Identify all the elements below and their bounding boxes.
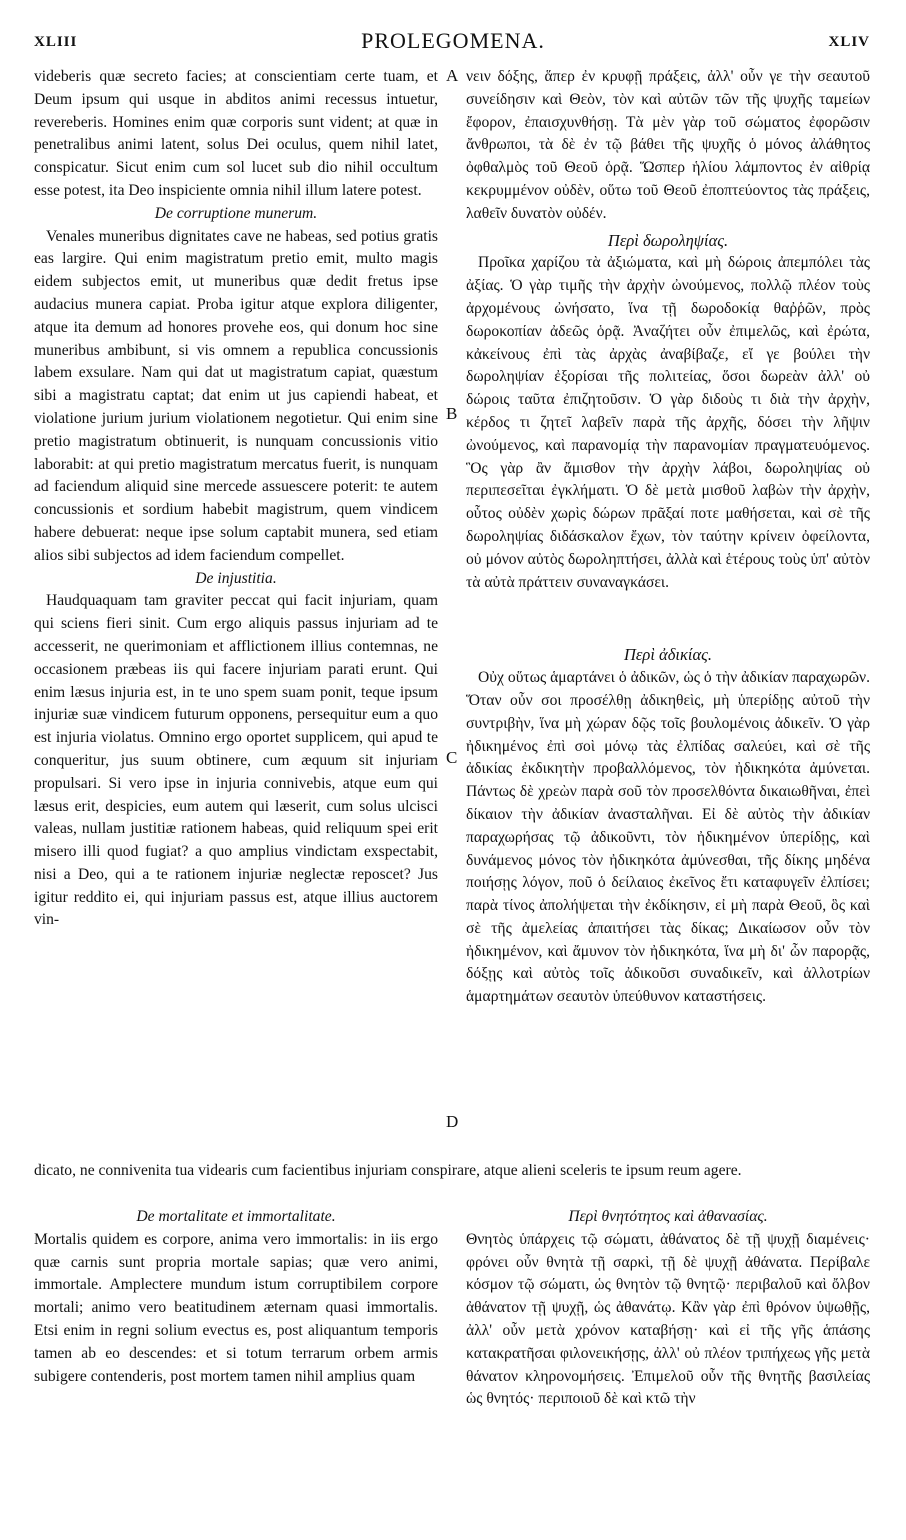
margin-letter-d: D — [446, 1112, 459, 1131]
greek-column-lower — [466, 1206, 870, 1411]
greek-paragraph-4: Θνητὸς ὑπάρχεις τῷ σώματι, ἀθάνατος δὲ τῇ ψυχῇ διαμένεις· φρόνει οὖν θνητὰ τῇ σαρκὶ, τῇ δὲ ψυχῇ ἀθάνατα. Περίβαλε κόσμον τῷ σώματι, ὡς θνητὸν τῷ θνητῷ· περιβαλοῦ καὶ ὄλβον ἀθάνατον τῇ ψυχῇ, ὡς ἀθανάτῳ. Κἂν γὰρ ἐπὶ θρόνον ὑψωθῇς, ἀλλ' οὖν μετὰ χρόνον καταβήσῃ· καὶ εἰ τῆς γῆς ἁπάσης κατακρατῆσαι φιλονεικήσῃς, ἀλλ' οὐ πλέον τριπήχεως γῆς μετὰ θάνατον κληρονομήσεις. Ἐπιμελοῦ οὖν τῆς θνητῆς βασιλείας ὡς θνητός· περιποιοῦ δὲ καὶ κτῶ τὴν — [466, 1230, 870, 1408]
latin-paragraph-1: videberis quæ secreto facies; at conscientiam certe tuam, et Deum ipsum qui usque in abditos animi recessus intuetur, revereberis. Homines enim quæ corporis sunt vident; at quæ in penetralibus animi latent, solus Dei oculus, quem nihil latet, conspicatur. Sicut enim cum sol lucet sub dio nihil occultum esse potest, ita Deo inspiciente omnia nihil illum latere potest. — [34, 68, 438, 199]
latin-continuation-full-width: dicato, ne connivenita tua videaris cum facientibus injuriam conspirare, atque alieni sceleris te ipsum reum agere. — [34, 1162, 742, 1179]
latin-heading-injustice: De injustitia. — [195, 569, 277, 587]
margin-letter-a: A — [446, 66, 459, 85]
greek-column — [466, 66, 870, 1009]
page-number-right: XLIV — [828, 34, 870, 50]
greek-heading-injustice: Περὶ ἀδικίας. — [624, 645, 712, 665]
greek-paragraph-1: νειν δόξης, ἅπερ ἐν κρυφῇ πράξεις, ἀλλ' οὖν γε τὴν σεαυτοῦ συνείδησιν καὶ Θεὸν, τὸν καὶ αὐτῶν τῶν τῆς ψυχῆς ταμείων ἔφορον, ἐπαισχυνθήσῃ. Τὰ μὲν γὰρ τοῦ σώματος ἐφορῶσιν ἄνθρωποι, τὰ δὲ ἐν τῷ βάθει τῆς ψυχῆς ὁ μόνος ἀλάθητος ὀφθαλμὸς τοῦ Θεοῦ ὁρᾷ. Ὥσπερ ἡλίου λάμποντος ἐν αἰθρίᾳ κεκρυμμένον οὐδὲν, οὕτω τοῦ Θεοῦ ἐποπτεύοντος τὰς πράξεις, λαθεῖν δυνατὸν οὐδέν. — [466, 68, 870, 222]
latin-column — [34, 66, 438, 932]
greek-paragraph-3: Οὐχ οὕτως ἁμαρτάνει ὁ ἀδικῶν, ὡς ὁ τὴν ἀδικίαν παραχωρῶν. Ὅταν οὖν σοι προσέλθῃ ἀδικηθεὶς, μὴ ὑπερίδῃς αὐτοῦ τὴν συντριβὴν, ἵνα μὴ χώραν δῷς τοῖς βουλομένοις ἀδικεῖν. Ὁ γὰρ ἠδικημένος ἐπὶ σοὶ μόνῳ τὰς ἐλπίδας σαλεύει, καὶ σὲ τῆς ἀδικίας ἐκδικητὴν προβαλλόμενος, τὸν ἠδικηκότα ἀμύνεται. Πάντως δὲ χρεὼν παρὰ σοῦ τὸν προσελθόντα δικαιωθῆναι, ἐπεὶ δίκαιον τὴν ἀδικίαν ἀνασταλῆναι. Εἰ δὲ αὐτὸς τὴν ἀδικίαν παραχωρήσας τῷ ἀδικοῦντι, τὸν ἠδικημένον ὑπερίδῃς, καὶ δυνάμενος μόνος τὸν ἠδικηκότα ἀμύνεσθαι, τῆς δίκης μηδένα ποιήσῃς λόγον, ποῦ ὁ δείλαιος ἐκεῖνος ἔτι καταφυγεῖν ἐλπίσει; παρὰ τίνος ἀπολήψεται τὴν ἐκδίκησιν, εἰ μὴ παρὰ Θεοῦ, ὃς καὶ σὲ τῆς ἀμελείας ἀπαιτήσει τὰς δίκας; Δικαίωσον οὖν τὸν ἠδικημένον, καὶ ἄμυνον τὸν ἠδικηκότα, ἵνα μὴ δι' ὧν παρορᾷς, δόξῃς καὶ αὐτὸς τοῖς ἀδικοῦσι συναδικεῖν, καὶ ἀλλοτρίων ἁμαρτημάτων σεαυτὸν ὑπεύθυνον καταστήσεις. — [466, 669, 870, 1006]
margin-letter-b: B — [446, 404, 458, 423]
latin-heading-mortality: De mortalitate et immortalitate. — [136, 1208, 336, 1225]
margin-letter-c: C — [446, 748, 458, 767]
latin-paragraph-4: Mortalis quidem es corpore, anima vero immortalis: in iis ergo quæ carnis sunt propria mortale sapias; quæ vero animi, immortale. Amplectere mundum istum corruptibilem corpore mortali; animo vero beatitudinem æternam quasi immortalis. Etsi enim in regni solium evectus es, post aliquantum temporis tamen ab eo descendes: et si totum terrarum orbem armis subigere contenderis, post mortem tamen nihil amplius quam — [34, 1230, 438, 1385]
greek-heading-bribery: Περὶ δωροληψίας. — [607, 230, 729, 250]
latin-paragraph-2: Venales muneribus dignitates cave ne habeas, sed potius gratis eas largire. Qui enim magistratum pretio emit, multo magis eidem subjectos emit, ut muneribus quæ dedit fretus ipse audacius munera capiat. Proba igitur atque explora diligenter, atque ita demum ad honores provehe eos, qui donum hoc sine muneribus ambibunt, si vis omnem a republica concussionis labem exsulare. Nam qui dat ut magistratum capiat, quæstum sibi a magistratu captat; dat enim ut jus capiendi habeat, et violatione jurium jurium violationem negotietur. Qui enim sine pretio magistratum obtinuerit, is nunquam concussionis vitio laborabit: at qui pretio magistratum mercatus fuerit, is nunquam ad faciendum aliquid sine mercede assuescere poterit: te autem concussionis et sordium habebit magistrum, quem vindicem habere debuerat: neque ipse solum captabit munera, sed etiam alios sibi subjectos ad idem faciendum compellet. — [34, 227, 438, 564]
greek-paragraph-2: Προῖκα χαρίζου τὰ ἀξιώματα, καὶ μὴ δώροις ἀπεμπόλει τὰς ἀξίας. Ὁ γὰρ τιμῆς τὴν ἀρχὴν ὠνούμενος, πολλῷ πλέον τοὺς ἀρχομένους ὠνήσατο, ἵνα τῇ δωροδοκίᾳ θαῤῥῶν, πρὸς δωροκοπίαν ἀδεῶς ὁρᾷ. Ἀναζήτει οὖν ἐπιμελῶς, καὶ ἐρώτα, κἀκείνους ἐπὶ τὰς ἀρχὰς ἀναβίβαζε, εἴ γε βούλει τὴν δωροληψίαν ἐξορίσαι τῆς πολιτείας, ὅσοι δωρεὰν ἀλλ' οὐ δώροις ταῦτα ἐπιζητοῦσιν. Ὁ γὰρ διδοὺς τι διὰ τὴν ἀρχὴν, κέρδος τι ζητεῖ λαβεῖν παρὰ τῆς ἀρχῆς, δόσει τὴν λῆψιν ὠνούμενος, καὶ παρανομίᾳ τὴν παρανομίαν πραγματευόμενος. Ὃς γὰρ ἂν ἄμισθον τὴν ἀρχὴν λάβοι, δωροληψίας οὐ περιπεσεῖται ἐγκλήματι. Ὁ δὲ μετὰ μισθοῦ λαβὼν τὴν ἀρχὴν, οὗτος οὐδὲν χωρὶς δώρων πρᾶξαί ποτε μαθήσεται, καὶ σὲ τῆς δωροληψίας διδάσκαλον ἔχων, τὸν ταύτην κρίνειν ὀφείλοντα, οὐ μόνον αὐτὸς δωροληπτήσει, ἀλλὰ καὶ ἑτέρους τοὺς ὑπ' αὐτὸν τὰ αὐτὰ πράττειν συναναγκάσει. — [466, 254, 870, 591]
greek-heading-mortality: Περὶ θνητότητος καὶ ἀθανασίας. — [568, 1208, 768, 1225]
latin-heading-corruption: De corruptione munerum. — [154, 204, 318, 222]
running-title: PROLEGOMENA. — [361, 28, 545, 53]
latin-column-lower — [34, 1206, 438, 1388]
latin-paragraph-3: Haudquaquam tam graviter peccat qui facit injuriam, quam qui sciens fieri sinit. Cum ergo aliquis passus injuriam ad te accesserit, ne querimoniam et afflictionem illius contemnas, ne occasionem præbeas iis qui facere injuriam parati erunt. Qui enim læsus injuria est, in te uno spem suam ponit, teque ipsum injuriæ suæ vindicem futurum opponens, persequitur eum a quo est injuria violatus. Omnino ergo oportet supplicem, qui apud te conqueritur, jus suum obtinere, cum æquum sit injuriam propulsari. Si vero ipse in injuria connivebis, atque eum qui læsus erit, despicies, eum autem qui læserit, cum solus ulcisci valeas, nullam justitiæ rationem habeas, quid reliquum spei erit misero illi quod fugiat? a quo amplius vindictam exspectabit, nisi a Deo, qui a te rationem injuriæ neglectæ reposcet? Jus igitur reddito ei, qui injuriam passus est, atque illius auctorem vin- — [34, 592, 438, 929]
page-number-left: XLIII — [34, 34, 78, 50]
